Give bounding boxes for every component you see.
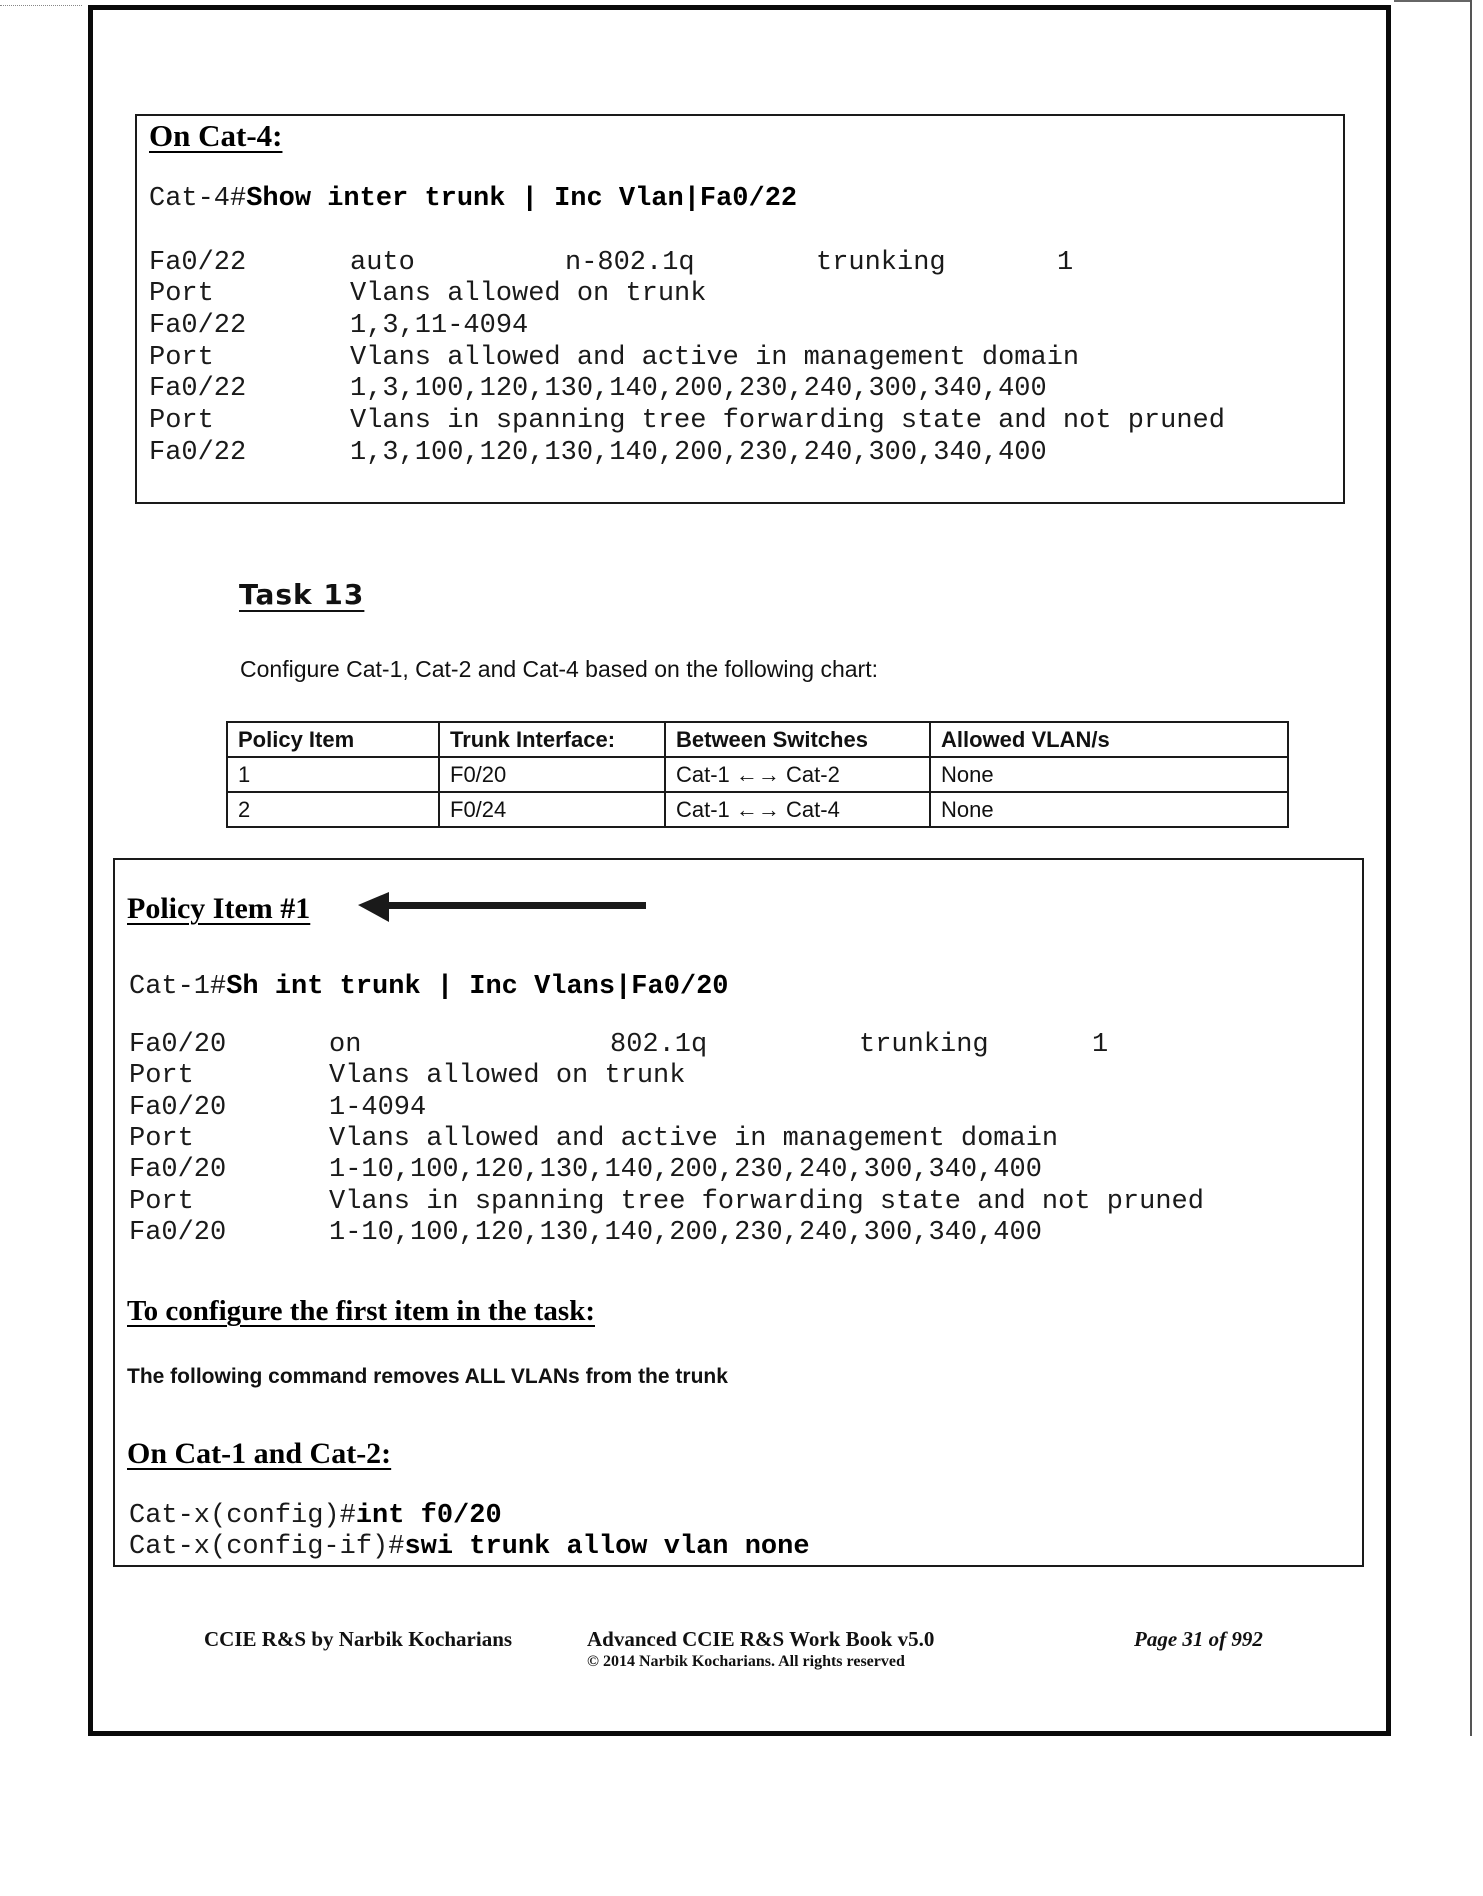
value-cell: Vlans allowed and active in management domain [329,1124,1059,1154]
command-prompt: Cat-1# [129,972,227,1002]
header-allowed-vlans: Allowed VLAN/s [930,722,1288,757]
port-cell: Fa0/22 [149,374,247,404]
allowed-vlans-cell: None [930,757,1288,792]
task-title: Task 13 [239,578,365,611]
config-prompt: Cat-x(config)# [129,1501,356,1531]
config-line [129,1532,810,1563]
between-switches-cell: Cat-1 ←→ Cat-4 [665,792,930,827]
port-cell: Fa0/20 [129,1093,227,1123]
port-cell: Port [129,1187,194,1217]
switches-heading: On Cat-1 and Cat-2: [127,1437,392,1470]
config-line [129,1501,502,1532]
mode-cell: auto [350,248,415,278]
cat4-command [149,184,797,215]
encapsulation-cell: n-802.1q [565,248,695,278]
policy-item-heading: Policy Item #1 [127,892,311,925]
port-cell: Fa0/20 [129,1218,227,1248]
encapsulation-cell: 802.1q [610,1030,708,1060]
footer-copyright: © 2014 Narbik Kocharians. All rights reserved [587,1653,905,1670]
command-text: Sh int trunk | Inc Vlans|Fa0/20 [226,972,729,1002]
value-cell: 1,3,100,120,130,140,200,230,240,300,340,400 [350,438,1047,468]
configure-note: The following command removes ALL VLANs from the trunk [127,1365,728,1388]
table-header-row [227,722,1288,757]
value-cell: 1,3,100,120,130,140,200,230,240,300,340,400 [350,374,1047,404]
configure-heading: To configure the first item in the task: [127,1295,595,1327]
left-arrow-icon [356,890,648,924]
value-cell: Vlans allowed on trunk [329,1061,686,1091]
policy-item-cell: 2 [227,792,439,827]
value-cell: 1-4094 [329,1093,427,1123]
command-prompt: Cat-4# [149,184,247,214]
value-cell: 1-10,100,120,130,140,200,230,240,300,340,400 [329,1155,1042,1185]
status-cell: trunking [816,248,946,278]
config-command: int f0/20 [355,1501,502,1531]
port-cell: Fa0/20 [129,1030,227,1060]
native-vlan-cell: 1 [1057,248,1074,278]
between-switches-cell: Cat-1 ←→ Cat-2 [665,757,930,792]
header-trunk-interface: Trunk Interface: [439,722,665,757]
port-cell: Port [149,279,214,309]
task-intro: Configure Cat-1, Cat-2 and Cat-4 based on the following chart: [240,656,878,682]
scan-artifact [0,5,82,7]
page-edge-line [1394,0,1470,2]
command-text: Show inter trunk | Inc Vlan|Fa0/22 [246,184,798,214]
port-cell: Port [149,343,214,373]
trunk-interface-cell: F0/20 [439,757,665,792]
footer-book-title: Advanced CCIE R&S Work Book v5.0 [587,1627,935,1651]
table-row [227,792,1288,827]
footer-page-number: Page 31 of 992 [1134,1627,1263,1651]
header-policy-item: Policy Item [227,722,439,757]
value-cell: Vlans allowed on trunk [350,279,707,309]
native-vlan-cell: 1 [1092,1030,1109,1060]
mode-cell: on [329,1030,362,1060]
policy-item-cell: 1 [227,757,439,792]
page-edge-line [1470,0,1472,1736]
table-row [227,757,1288,792]
port-cell: Fa0/20 [129,1155,227,1185]
value-cell: Vlans in spanning tree forwarding state and not pruned [329,1187,1204,1217]
policy-command [129,972,729,1003]
value-cell: Vlans allowed and active in management domain [350,343,1080,373]
config-command: swi trunk allow vlan none [404,1532,810,1562]
port-cell: Port [129,1124,194,1154]
port-cell: Port [149,406,214,436]
cat4-heading: On Cat-4: [149,118,283,153]
config-prompt: Cat-x(config-if)# [129,1532,405,1562]
allowed-vlans-cell: None [930,792,1288,827]
port-cell: Port [129,1061,194,1091]
value-cell: 1,3,11-4094 [350,311,529,341]
value-cell: 1-10,100,120,130,140,200,230,240,300,340,400 [329,1218,1042,1248]
policy-table [226,721,1289,828]
status-cell: trunking [859,1030,989,1060]
port-cell: Fa0/22 [149,248,247,278]
value-cell: Vlans in spanning tree forwarding state and not pruned [350,406,1225,436]
port-cell: Fa0/22 [149,311,247,341]
header-between-switches: Between Switches [665,722,930,757]
footer-author: CCIE R&S by Narbik Kocharians [204,1627,513,1651]
port-cell: Fa0/22 [149,438,247,468]
trunk-interface-cell: F0/24 [439,792,665,827]
